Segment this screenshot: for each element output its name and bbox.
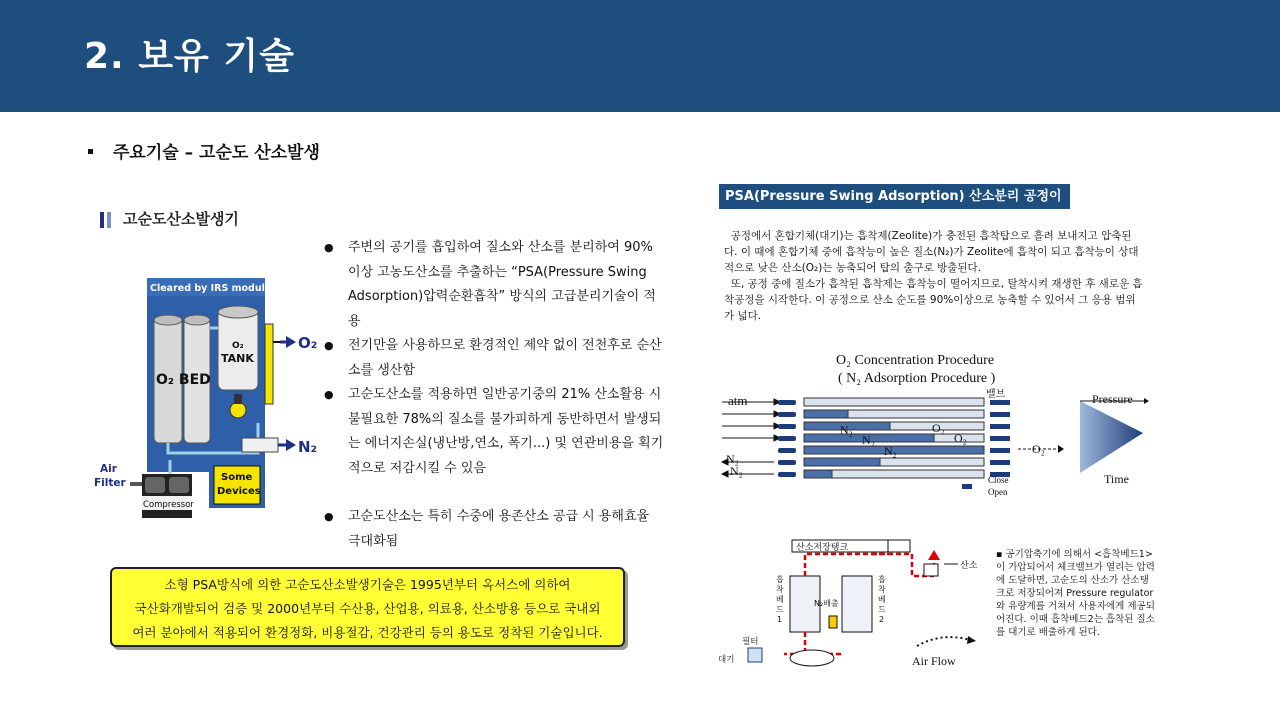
open-label: Open [988,487,1008,497]
bullet-item: ● 고순도산소는 특히 수중에 용존산소 공급 시 용해효율 극대화됨 [324,505,664,554]
psa-description [724,228,1144,324]
filter-label: 필터 [742,637,759,647]
procedure-title-2: ( N₂ Adsorption Procedure ) [838,371,996,386]
summary-line-3: 여러 분야에서 적용되어 환경정화, 비용절감, 건강관리 등의 용도로 정착된 기술입니다. [132,625,603,640]
page-title: 2. 보유 기술 [84,36,295,77]
close-label: Close [988,475,1009,485]
bed1-char: 흡 [776,575,784,584]
n2-label-a: N₂ [840,423,853,437]
bed2-char: 베 [878,595,886,604]
tank-label-1: O₂ [232,341,244,351]
section-marker-icon [100,212,104,228]
air-filter-label-2: Filter [94,477,126,489]
concentration-procedure-diagram [718,345,1158,505]
o2-out-label: O₂ [1032,442,1045,456]
section-marker-icon [107,212,111,228]
square-bullet-icon [88,149,93,154]
procedure-title-1: O₂ Concentration Procedure [836,353,995,368]
n2-in-label: N₂ [726,452,739,466]
summary-line-1: 소형 PSA방식에 의한 고순도산소발생기술은 1995년부터 옥서스에 의하여 [164,577,571,592]
atm-label: atm [728,393,748,408]
feature-bullets [324,236,664,554]
summary-box [110,567,625,647]
air-filter-label-1: Air [100,463,117,475]
psa-flow-diagram [712,536,992,670]
diagram-banner: Cleared by IRS module [150,283,272,294]
o2-label-b: O₂ [954,431,967,445]
bed2-char: 착 [878,585,886,594]
psa-paragraph-2: 또, 공정 중에 질소가 흡착된 흡착제는 흡착능이 떨어지므로, 탈착시켜 재생한 후 새로운 흡착공정을 시작한다. 이 공정으로 산소 순도를 90%이상으로 농축할 수 있어서 그 응용 범위가 넓다. [724,278,1143,322]
o2-label-a: O₂ [932,421,945,435]
psa-paragraph-1: 공정에서 혼합기체(대기)는 흡착제(Zeolite)가 충전된 흡착탑으로 흘려 보내지고 압축된다. 이 때에 혼합기체 중에 흡착능이 높은 질소(N₂)가 Zeolite에 흡착이 되고 흡착능이 상대적으로 낮은 산소(O₂)는 농축되어 탑의 출구로 방출된다. [724,230,1139,274]
devices-label-2: Devices [217,486,261,497]
tank-label: 산소저장탱크 [796,543,849,553]
compressor-icon [790,650,834,666]
filter-icon [748,648,762,662]
bed2-char: 드 [878,605,886,614]
tank-label-2: TANK [221,352,254,365]
devices-label-1: Some [221,472,253,483]
n2-label-b: N₂ [862,433,875,447]
air-flow-label: Air Flow [912,654,956,668]
bed2-char: 2 [879,615,885,624]
section-title [100,208,239,229]
o2-output-label: O₂ [298,334,318,352]
n2-label-c: N₂ [884,444,897,458]
compressor-label: Compressor [143,500,194,510]
bed2-char: 흡 [878,575,886,584]
n2-in-label-2: N₂ [730,464,743,478]
adsorption-bed-2 [842,576,872,632]
note-text: 공기압축기에 의해서 <흡착베드1>이 가압되어서 체크밸브가 열리는 압력에 도달하면, 고순도의 산소가 산소탱크로 저장되어져 Pressure regulator와 유량계를 거쳐서 사용자에게 제공되어진다. 이때 흡착베드2는 흡착된 질소를 대기로 배출하게 된다. [996,549,1155,638]
flowmeter [265,324,273,404]
note-bullet: ▪ [996,549,1006,560]
atmosphere-label: 대기 [718,655,735,665]
bullet-item: ● 주변의 공기를 흡입하여 질소와 산소를 분리하여 90% 이상 고농도산소를 추출하는 “PSA(Pressure Swing Adsorption)압력순환흡착” 방식의 고급분리기술이 적용 [324,236,664,334]
summary-line-2: 국산화개발되어 검증 및 2000년부터 수산용, 산업용, 의료용, 산소방용 등으로 국내외 [134,601,601,616]
psa-title-bar: PSA(Pressure Swing Adsorption) 산소분리 공정이란? [719,184,1070,209]
valve-label: 밸브 [986,389,1006,400]
bed1-char: 베 [776,595,784,604]
oxygen-generator-diagram [92,278,322,520]
bed-label: O₂ BED [156,372,211,388]
bullet-item: ● 고순도산소를 적용하면 일반공기중의 21% 산소활용 시 불필요한 78%의 질소를 불가피하게 동반하면서 발생되는 에너지손실(냉난방,연소, 폭기...) 및 연관비용을 획기적으로 저감시킬 수 있음 [324,383,664,505]
oxygen-label: 산소 [960,561,978,571]
title-bar [0,0,1280,112]
regulator-icon [230,402,246,418]
pressure-label: Pressure [1092,392,1133,406]
time-label: Time [1104,472,1129,486]
bed1-char: 착 [776,585,784,594]
process-note [996,548,1156,639]
subtitle [88,138,320,163]
subtitle-text: 주요기술 – 고순도 산소발생 [113,143,320,163]
section-title-text: 고순도산소발생기 [123,210,239,228]
n2-exhaust-label: N₂배출 [814,599,839,608]
bed1-char: 드 [776,605,784,614]
n2-output-label: N₂ [298,438,318,456]
pressure-triangle [1080,401,1143,473]
bullet-item: ● 전기만을 사용하므로 환경적인 제약 없이 전천후로 순산소를 생산함 [324,334,664,383]
bed1-char: 1 [777,615,783,624]
